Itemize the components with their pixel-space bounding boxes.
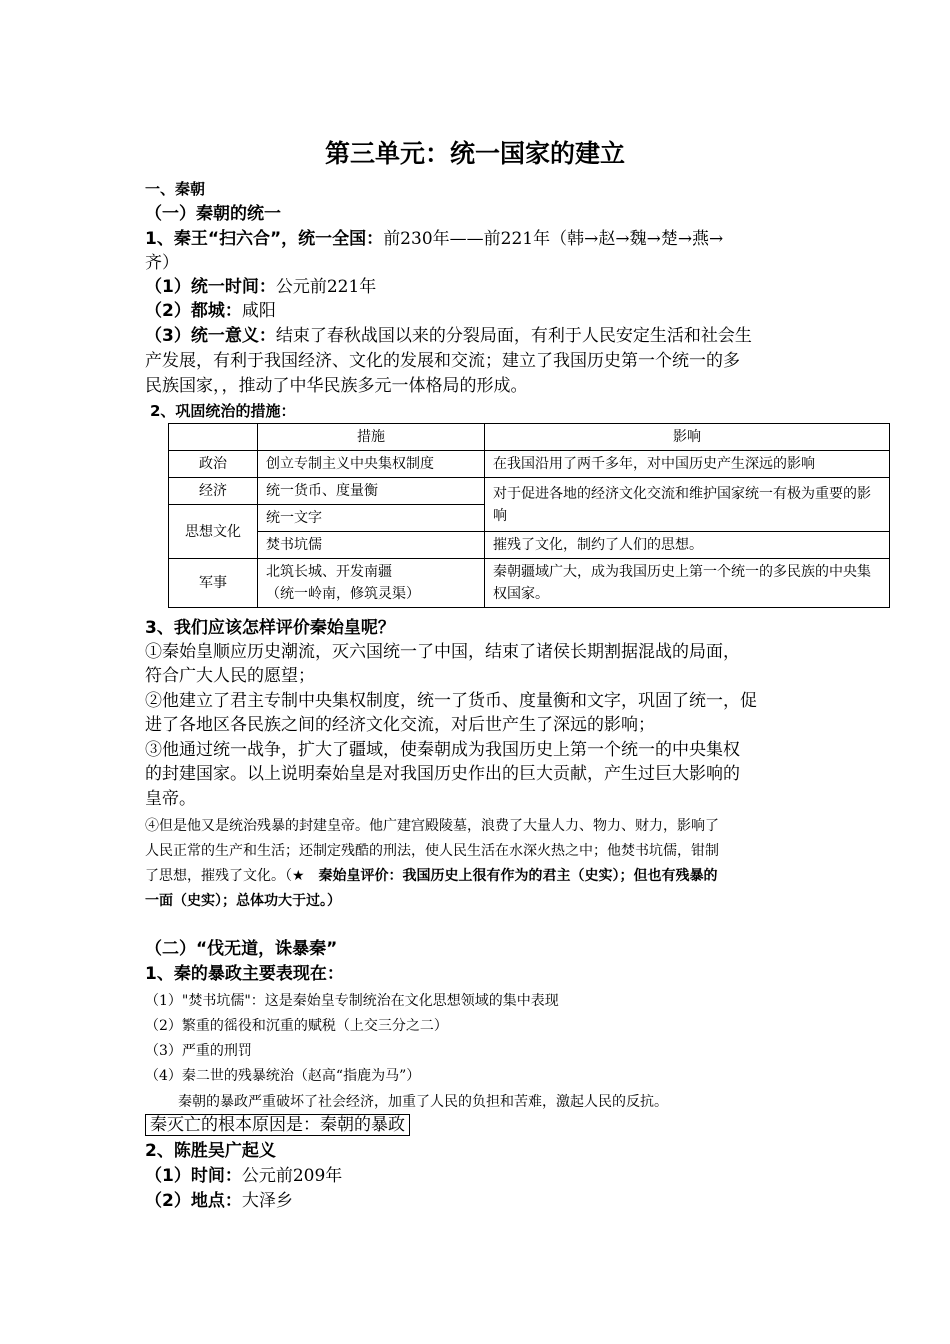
evaluation-2b: 进了各地区各民族之间的经济文化交流，对后世产生了深远的影响；	[145, 715, 655, 735]
item-unify-cont: 齐）	[145, 253, 179, 273]
subsection-unification: （一）秦朝的统一	[145, 204, 281, 224]
uprising-place-label: （2）地点：	[145, 1191, 242, 1211]
item-chen-wu-uprising: 2、陈胜吴广起义	[145, 1141, 276, 1161]
point-significance-text-2: 产发展，有利于我国经济、文化的发展和交流；建立了我国历史第一个统一的多	[145, 351, 740, 371]
point-unify-time	[145, 276, 376, 298]
subsection-overthrow-qin: （二）“伐无道，诛暴秦”	[145, 939, 338, 959]
table-cell-measure	[258, 559, 485, 608]
item-unify-label: 1、秦王“扫六合”，统一全国：	[145, 229, 384, 249]
evaluation-1a: ①秦始皇顺应历史潮流，灭六国统一了中国，结束了诸侯长期割据混战的局面，	[145, 642, 740, 662]
uprising-time	[145, 1165, 342, 1187]
point-significance-text-1: 结束了春秋战国以来的分裂局面，有利于人民安定生活和社会生	[275, 326, 752, 346]
table-cell-category: 政治	[169, 451, 258, 478]
table-cell-category: 军事	[169, 559, 258, 608]
section-heading-qin: 一、秦朝	[145, 180, 206, 198]
evaluation-4c	[145, 865, 718, 887]
evaluation-4b: 人民正常的生产和生活；还制定残酷的刑法，使人民生活在水深火热之中；他焚书坑儒，钳制	[145, 843, 719, 859]
uprising-place	[145, 1190, 293, 1212]
page-title: 第三单元：统一国家的建立	[324, 139, 625, 168]
table-cell-effect: 对于促进各地的经济文化交流和维护国家统一有极为重要的影响	[485, 478, 890, 532]
table-cell-measure: 统一货币、度量衡	[258, 478, 485, 505]
table-header-measure: 措施	[258, 424, 485, 451]
measures-table	[168, 423, 890, 608]
root-cause-box	[145, 1114, 410, 1136]
tyranny-conclusion: 秦朝的暴政严重破坏了社会经济，加重了人民的负担和苦难，激起人民的反抗。	[178, 1094, 668, 1110]
tyranny-point-1: （1）"焚书坑儒"：这是秦始皇专制统治在文化思想领域的集中表现	[145, 993, 559, 1009]
table-cell-category: 经济	[169, 478, 258, 505]
item-tyranny: 1、秦的暴政主要表现在：	[145, 964, 344, 984]
point-capital	[145, 300, 276, 322]
table-header-row	[169, 424, 890, 451]
table-cell-measure: 焚书坑儒	[258, 532, 485, 559]
table-cell-measure-line-1: 北筑长城、开发南疆	[266, 564, 392, 580]
point-significance-label: （3）统一意义：	[145, 326, 276, 346]
point-significance-text-3: 民族国家，，推动了中华民族多元一体格局的形成。	[145, 376, 528, 396]
item-evaluate-emperor: 3、我们应该怎样评价秦始皇呢？	[145, 618, 395, 638]
item-unify-text: 前230年——前221年（韩→赵→魏→楚→燕→	[383, 229, 724, 249]
point-unify-time-label: （1）统一时间：	[145, 277, 276, 297]
evaluation-3b: 的封建国家。以上说明秦始皇是对我国历史作出的巨大贡献，产生过巨大影响的	[145, 764, 740, 784]
tyranny-point-2: （2）繁重的徭役和沉重的赋税（上交三分之二）	[145, 1018, 448, 1034]
table-cell-measure: 创立专制主义中央集权制度	[258, 451, 485, 478]
evaluation-3a: ③他通过统一战争，扩大了疆域，使秦朝成为我国历史上第一个统一的中央集权	[145, 740, 740, 760]
table-cell-category: 思想文化	[169, 505, 258, 559]
evaluation-4c-plain: 了思想，摧残了文化。（	[145, 868, 292, 884]
evaluation-4a: ④但是他又是统治残暴的封建皇帝。他广建宫殿陵墓，浪费了大量人力、物力、财力，影响了	[145, 818, 719, 834]
table-header-category	[169, 424, 258, 451]
table-cell-effect: 摧残了文化，制约了人们的思想。	[485, 532, 890, 559]
table-row	[169, 451, 890, 478]
item-unify-country	[145, 228, 723, 250]
tyranny-point-3: （3）严重的刑罚	[145, 1043, 252, 1059]
evaluation-1b: 符合广大人民的愿望；	[145, 666, 315, 686]
evaluation-2a: ②他建立了君主专制中央集权制度，统一了货币、度量衡和文字，巩固了统一，促	[145, 691, 757, 711]
table-cell-effect: 秦朝疆域广大，成为我国历史上第一个统一的多民族的中央集权国家。	[485, 559, 890, 608]
table-row	[169, 559, 890, 608]
evaluation-summary-end: 一面（史实）；总体功大于过。）	[145, 893, 341, 909]
table-cell-measure-line-2: （统一岭南，修筑灵渠）	[266, 586, 420, 602]
uprising-time-label: （1）时间：	[145, 1166, 242, 1186]
point-unify-time-text: 公元前221年	[275, 277, 377, 297]
table-row	[169, 532, 890, 559]
point-capital-text: 咸阳	[241, 301, 276, 321]
table-row	[169, 478, 890, 505]
uprising-place-text: 大泽乡	[241, 1191, 293, 1211]
table-header-effect: 影响	[485, 424, 890, 451]
uprising-time-text: 公元前209年	[241, 1166, 343, 1186]
point-capital-label: （2）都城：	[145, 301, 242, 321]
evaluation-3c: 皇帝。	[145, 789, 196, 809]
table-cell-effect: 在我国沿用了两千多年，对中国历史产生深远的影响	[485, 451, 890, 478]
item-consolidation-measures: 2、巩固统治的措施：	[150, 402, 296, 420]
table-cell-measure: 统一文字	[258, 505, 485, 532]
root-cause-text: 秦灭亡的根本原因是：秦朝的暴政	[145, 1114, 410, 1136]
point-significance	[145, 325, 752, 347]
evaluation-summary-bold: ★ 秦始皇评价：我国历史上很有作为的君主（史实）；但也有残暴的	[292, 868, 718, 884]
tyranny-point-4: （4）秦二世的残暴统治（赵高“指鹿为马”）	[145, 1068, 421, 1084]
